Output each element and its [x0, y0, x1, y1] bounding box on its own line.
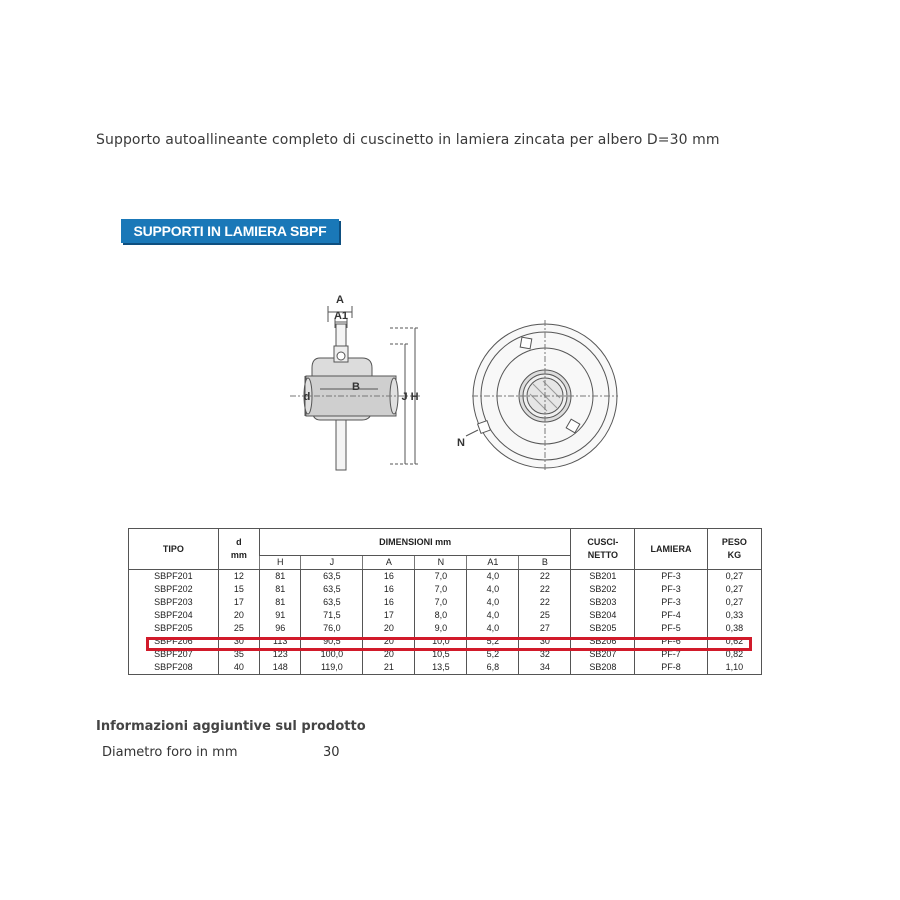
- table-cell: PF-6: [635, 635, 707, 648]
- table-cell: SB204: [571, 609, 635, 622]
- label-b: B: [352, 381, 360, 393]
- table-cell: 12: [218, 570, 259, 584]
- header-lamiera: LAMIERA: [635, 529, 707, 570]
- table-cell: 4,0: [467, 570, 519, 584]
- info-title: Informazioni aggiuntive sul prodotto: [96, 719, 366, 734]
- table-cell: 96: [260, 622, 301, 635]
- technical-drawing: [290, 288, 620, 478]
- table-cell: 113: [260, 635, 301, 648]
- table-cell: PF-5: [635, 622, 707, 635]
- table-row: [129, 648, 762, 661]
- table-cell: 32: [519, 648, 571, 661]
- table-cell: 16: [363, 570, 415, 584]
- table-cell: 5,2: [467, 648, 519, 661]
- header-cuscinetto-line2: NETTO: [587, 550, 619, 560]
- table-cell: SB202: [571, 583, 635, 596]
- table-cell: 5,2: [467, 635, 519, 648]
- table-cell: 40: [218, 661, 259, 675]
- header-d: [218, 529, 259, 570]
- subheader-j: J: [301, 556, 363, 570]
- header-d-label: d: [236, 537, 242, 547]
- table-cell: 7,0: [415, 596, 467, 609]
- table-cell: SBPF202: [154, 584, 193, 594]
- header-peso-label: PESO: [721, 537, 747, 547]
- table-cell: 15: [218, 583, 259, 596]
- table-cell: 6,8: [467, 661, 519, 675]
- table-cell: SBPF205: [154, 623, 193, 633]
- table-cell: 4,0: [467, 622, 519, 635]
- table-cell: PF-3: [635, 570, 707, 584]
- table-cell: 0,27: [707, 596, 761, 609]
- table-cell: 91: [260, 609, 301, 622]
- info-label: Diametro foro in mm: [102, 745, 238, 760]
- table-cell: PF-8: [635, 661, 707, 675]
- table-row: [129, 596, 762, 609]
- table-cell: 0,62: [707, 635, 761, 648]
- table-cell: 10,5: [415, 648, 467, 661]
- table-cell: 7,0: [415, 583, 467, 596]
- table-row: [129, 635, 762, 648]
- table-cell: 0,33: [707, 609, 761, 622]
- spec-table: [128, 528, 762, 675]
- table-cell: 76,0: [301, 622, 363, 635]
- table-cell: 30: [218, 635, 259, 648]
- table-cell: 20: [363, 648, 415, 661]
- table-cell: 63,5: [301, 583, 363, 596]
- table-cell: 13,5: [415, 661, 467, 675]
- table-cell: 4,0: [467, 609, 519, 622]
- subheader-n: N: [415, 556, 467, 570]
- table-cell: 20: [363, 622, 415, 635]
- table-row: [129, 609, 762, 622]
- header-tipo: TIPO: [129, 529, 219, 570]
- table-cell: 63,5: [301, 596, 363, 609]
- table-cell: 22: [519, 583, 571, 596]
- product-description: Supporto autoallineante completo di cuscinetto in lamiera zincata per albero D=30 mm: [96, 132, 720, 148]
- table-cell: 30: [519, 635, 571, 648]
- table-cell: 34: [519, 661, 571, 675]
- table-row: [129, 622, 762, 635]
- header-cuscinetto-line1: CUSCI-: [587, 537, 619, 547]
- subheader-a: A: [363, 556, 415, 570]
- table-cell: PF-3: [635, 583, 707, 596]
- table-cell: 4,0: [467, 583, 519, 596]
- subheader-b: B: [519, 556, 571, 570]
- table-cell: 119,0: [301, 661, 363, 675]
- table-cell: 35: [218, 648, 259, 661]
- label-d: d: [303, 391, 311, 403]
- table-cell: SBPF203: [154, 597, 193, 607]
- table-cell: 20: [363, 635, 415, 648]
- table-cell: SBPF204: [154, 610, 193, 620]
- subheader-h: H: [260, 556, 301, 570]
- header-d-unit: mm: [230, 550, 247, 560]
- table-cell: 25: [218, 622, 259, 635]
- subheader-a1: A1: [467, 556, 519, 570]
- table-cell: 148: [260, 661, 301, 675]
- table-cell: 17: [218, 596, 259, 609]
- label-a1: A1: [333, 310, 349, 322]
- section-banner: SUPPORTI IN LAMIERA SBPF: [121, 219, 339, 243]
- table-cell: SB205: [571, 622, 635, 635]
- table-cell: 0,82: [707, 648, 761, 661]
- label-n: N: [457, 437, 465, 449]
- table-cell: SB203: [571, 596, 635, 609]
- table-cell: 16: [363, 583, 415, 596]
- table-cell: 81: [260, 583, 301, 596]
- header-peso-unit: KG: [727, 550, 742, 560]
- table-cell: 27: [519, 622, 571, 635]
- table-cell: 22: [519, 596, 571, 609]
- table-cell: 16: [363, 596, 415, 609]
- table-cell: 71,5: [301, 609, 363, 622]
- table-cell: 123: [260, 648, 301, 661]
- table-cell: PF-4: [635, 609, 707, 622]
- table-cell: 9,0: [415, 622, 467, 635]
- table-cell: 10,0: [415, 635, 467, 648]
- table-cell: 21: [363, 661, 415, 675]
- header-cuscinetto: [571, 529, 635, 570]
- table-cell: 22: [519, 570, 571, 584]
- table-cell: 25: [519, 609, 571, 622]
- table-cell: 7,0: [415, 570, 467, 584]
- table-cell: 90,5: [301, 635, 363, 648]
- table-cell: 0,38: [707, 622, 761, 635]
- table-cell: SBPF208: [154, 662, 193, 672]
- info-value: 30: [323, 745, 340, 760]
- table-cell: SBPF206: [154, 636, 193, 646]
- table-cell: SB207: [571, 648, 635, 661]
- table-cell: 20: [218, 609, 259, 622]
- table-row: [129, 583, 762, 596]
- table-cell: SB206: [571, 635, 635, 648]
- table-cell: 1,10: [707, 661, 761, 675]
- table-cell: PF-3: [635, 596, 707, 609]
- table-cell: 0,27: [707, 583, 761, 596]
- table-cell: 100,0: [301, 648, 363, 661]
- table-row: [129, 661, 762, 675]
- table-cell: SB208: [571, 661, 635, 675]
- table-cell: 8,0: [415, 609, 467, 622]
- label-jh: J H: [401, 391, 419, 403]
- header-dimensioni: DIMENSIONI mm: [260, 529, 571, 556]
- table-row: [129, 570, 762, 584]
- table-cell: 4,0: [467, 596, 519, 609]
- table-cell: SB201: [571, 570, 635, 584]
- label-a: A: [336, 294, 344, 306]
- table-cell: 81: [260, 596, 301, 609]
- table-cell: 17: [363, 609, 415, 622]
- table-cell: SBPF201: [154, 571, 193, 581]
- table-cell: PF-7: [635, 648, 707, 661]
- table-cell: 0,27: [707, 570, 761, 584]
- table-cell: 81: [260, 570, 301, 584]
- table-cell: SBPF207: [154, 649, 193, 659]
- header-peso: [707, 529, 761, 570]
- table-cell: 63,5: [301, 570, 363, 584]
